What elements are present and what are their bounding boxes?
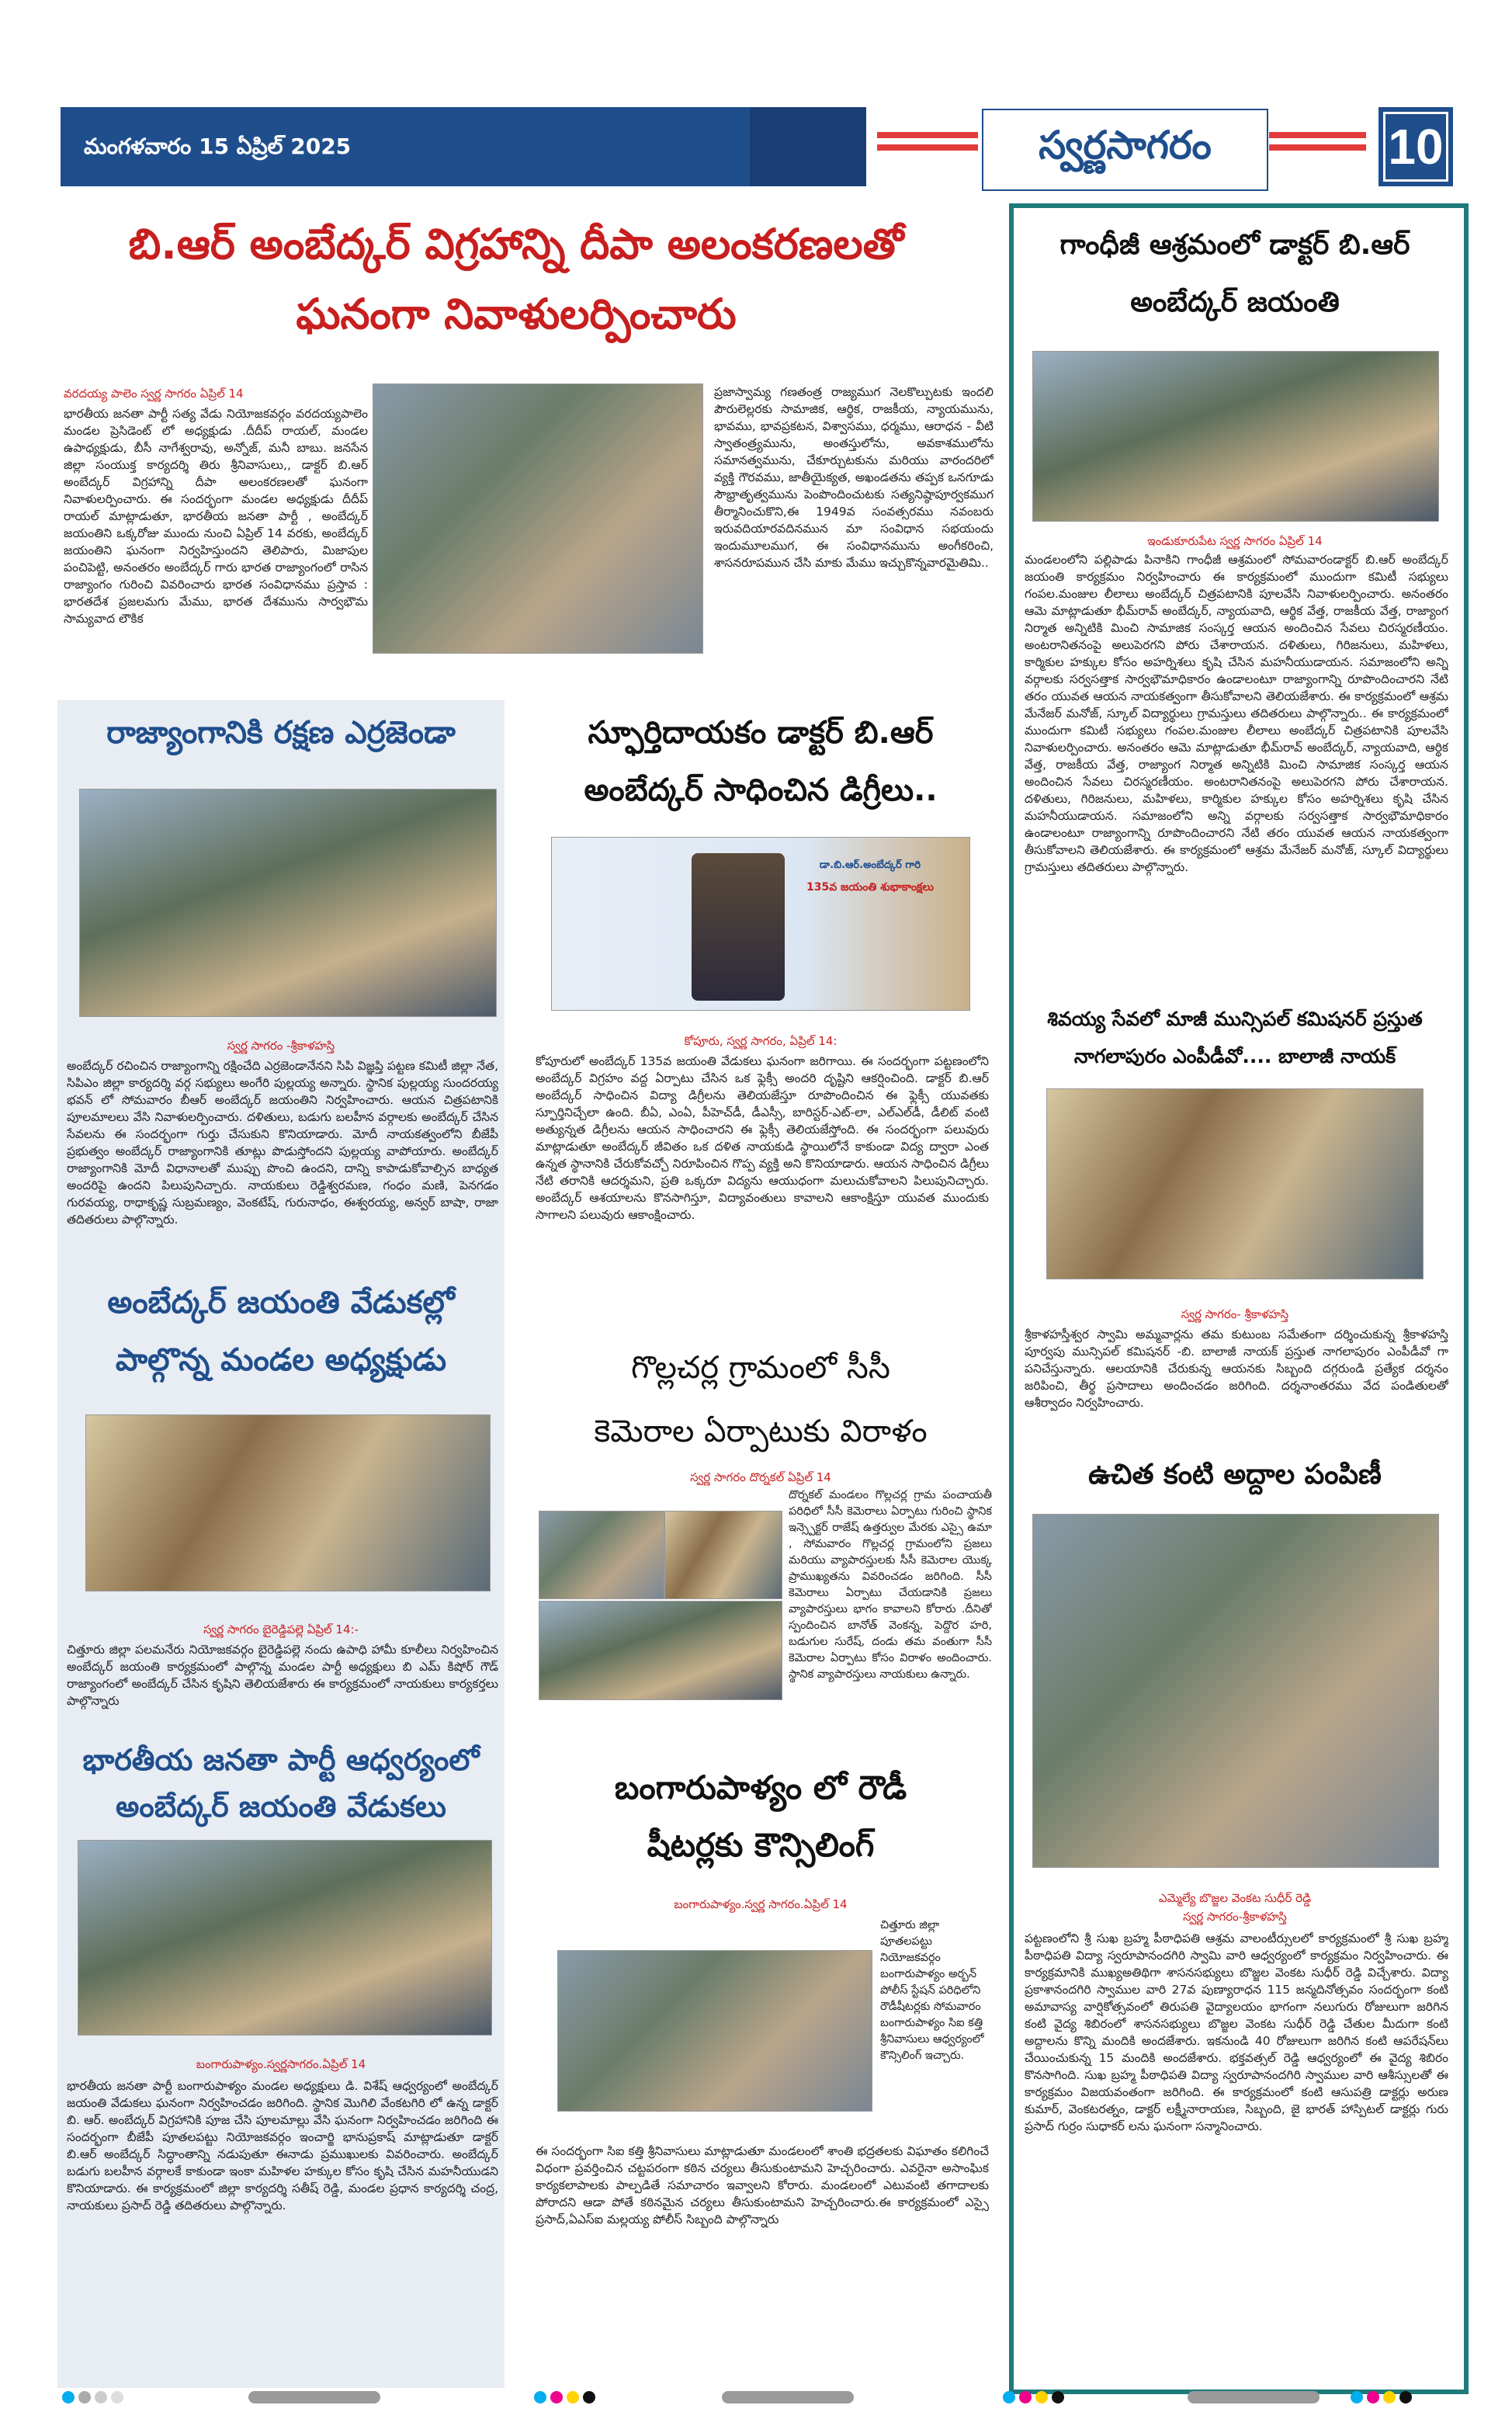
pallonna-headline-line2: పాల్గొన్న మండల అధ్యక్షుడు xyxy=(115,1342,447,1378)
header-rule-left xyxy=(877,132,978,163)
bjp-photo xyxy=(78,1840,492,2036)
footer-bar-left xyxy=(248,2391,380,2408)
degrees-dateline: కోపూరు, స్వర్ణ సాగరం, ఏప్రిల్ 14: xyxy=(684,1034,837,1048)
date-bar xyxy=(61,107,866,186)
degrees-banner-photo xyxy=(551,837,970,1011)
degrees-banner-title: డా.బి.ఆర్.అంబేద్కర్ గారి xyxy=(819,859,921,871)
shivayya-body: శ్రీకాళహస్తీశ్వర స్వామి అమ్మవార్లను తమ కుటుంబ సమేతంగా దర్శించుకున్న శ్రీకాళహస్తి పూర్వపు మున్సిపల్ కమిషనర్ -బి. బాలాజీ నాయక్ ప్రస్తుత నాగలాపురం ఎంపీడీవో గా పనిచేస్తున్నారు. ఆలయానికి చేరుకున్న ఆయనకు సిబ్బంది దగ్గరుండి ప్రత్యేక దర్శనం జరిపించి, తీర్థ ప్రసాదాలు అందించడం జరిగింది. దర్శనాంతరము వేద పండితులతో ఆశీర్వాదం నిర్వహించారు. xyxy=(1025,1328,1448,1410)
shivayya-headline-line1: శివయ్య సేవలో మాజీ మున్సిపల్ కమిషనర్ ప్రస్తుత xyxy=(1047,1008,1423,1030)
rowdy-headline-line1: బంగారుపాళ్యం లో రౌడీ xyxy=(614,1768,907,1806)
date-bar-stripe xyxy=(750,107,866,186)
bjp-body: భారతీయ జనతా పార్టీ బంగారుపాళ్యం మండల అధ్యక్షులు డి. విశేష్ ఆధ్వర్యంలో అంబేద్కర్ జయంతి వేడుకలు ఘనంగా నిర్వహించడం జరిగింది. స్థానిక మొగిలి వేంకటగిరి లో ఉన్న డాక్టర్ బి. ఆర్. అంబేద్కర్ విగ్రహానికి పూజ చేసి పూలమాల్లు వేసి ఘనంగా నిర్వహించడం జరిగింది ఈ సందర్భంగా బీజేపీ పూతలపట్టు నియోజకవర్గం ఇంచార్జి భానుప్రకాష్ మాట్లాడుతూ డాక్టర్ బి.ఆర్ అంబేద్కర్ సిద్ధాంతాన్ని నడుపుతూ ఈనాడు ప్రముఖులకు వివరించారు. అంబేద్కర్ బడుగు బలహీన వర్గాలకే కాకుండా ఇంకా మహిళల హక్కుల కోసం కృషి చేసిన మహనీయుడని కొనియాడారు. ఈ కార్యక్రమంలో జిల్లా కార్యదర్శి సతీష్ రెడ్డి, మండల ప్రధాన కార్యదర్శి చంద్ర, నాయకులు ప్రసాద్ రెడ్డి తదితరులు పాల్గొన్నారు. xyxy=(67,2079,498,2213)
lead-headline-line1: బి.ఆర్ అంబేద్కర్ విగ్రహాన్ని దీపా అలంకరణలతో xyxy=(128,220,904,269)
rowdy-side-text: చిత్తూరు జిల్లా పూతలపట్టు నియోజకవర్గం బంగారుపాళ్యం అర్బన్ పోలీస్ స్టేషన్ పరిధిలోని రౌడీషీటర్లకు సోమవారం బంగారుపాళ్యం సిఐ కత్తి శ్రీనివాసులు ఆధ్వర్యంలో కౌన్సిలింగ్ ఇచ్చారు. xyxy=(880,1919,984,2062)
bjp-headline-line1: భారతీయ జనతా పార్టీ ఆధ్వర్యంలో xyxy=(82,1743,480,1777)
rowdy-body: ఈ సందర్భంగా సిఐ కత్తి శ్రీనివాసులు మాట్లాడుతూ మండలంలో శాంతి భద్రతలకు విఘాతం కలిగించే విధంగా ప్రవర్తించిన చట్టపరంగా కఠిన చర్యలు తీసుకుంటామని హెచ్చరించారు. ఎవరైనా అసాంఘిక కార్యకలాపాలకు పాల్పడితే సమాచారం ఇవ్వాలని కోరారు. మండలంలో ఎటువంటి తగాదాలకు పోరాదని ఆడా పోతే కఠినమైన చర్యలు తీసుకుంటామని హెచ్చరించారు.ఈ కార్యక్రమంలో ఎస్సై ప్రసాద్,ఏఎస్ఐ మల్లయ్య పోలీస్ సిబ్బంది పాల్గొన్నారు xyxy=(536,2144,989,2226)
lead-column-2: ప్రజాస్వామ్య గణతంత్ర రాజ్యముగ నెలకొల్పుటకు ఇందలి పౌరులెల్లరకు సామాజిక, ఆర్థిక, రాజకీయ, న్యాయమును, భావము, భావప్రకటన, విశ్వాసము, ధర్మము, ఆరాధన - వీటి స్వాతంత్ర్యమును, అంతస్తులోను, అవకాశములోను సమానత్వమును, చేకూర్చుటకును మరియు వారందరిలో వ్యక్తి గౌరవము, జాతీయైక్యత, అఖండతను తప్పక ఒనగూడు సౌభ్రాతృత్వమును పెంపొందించుటకు సత్యనిష్ఠాపూర్వకముగ తీర్మానించుకొని,ఈ 1949వ సంవత్సరము నవంబరు ఇరువదియారవదినమున మా సంవిధాన సభయందు ఇందుమూలముగ, ఈ సంవిధానమును అంగీకరించి, శాసనరూపమున చేసి మాకు మేము ఇచ్చుకొన్నవారమైతిమి.. xyxy=(714,385,994,570)
shivayya-photo xyxy=(1046,1088,1424,1279)
cctv-dateline: స్వర్ణ సాగరం దొర్నకల్ ఏప్రిల్ 14 xyxy=(690,1470,831,1484)
footer-color-marks-left xyxy=(62,2391,127,2408)
footer-color-marks-end xyxy=(1351,2391,1416,2408)
cctv-headline-line2: కెమెరాల ఏర్పాటుకు విరాళం xyxy=(594,1414,928,1449)
cctv-photo-3 xyxy=(539,1601,782,1700)
glasses-caption-line1: ఎమ్మెల్యే బొజ్జల వెంకట సుధీర్ రెడ్డి xyxy=(1158,1891,1312,1905)
rowdy-dateline: బంగారుపాళ్యం.స్వర్ణ సాగరం.ఏప్రిల్ 14 xyxy=(674,1897,848,1911)
pallonna-dateline: స్వర్ణ సాగరం బైరెడ్డిపల్లె ఏప్రిల్ 14:- xyxy=(203,1623,359,1636)
pallonna-headline-line1: అంబేద్కర్ జయంతి వేడుకల్లో xyxy=(107,1285,455,1321)
footer-bar-right xyxy=(1188,2391,1320,2408)
masthead-title: స్వర్ణసాగరం xyxy=(1039,123,1212,168)
lead-column-1: భారతీయ జనతా పార్టీ సత్య వేడు నియోజకవర్గం వరదయ్యపాలెం మండల ప్రెసిడెంట్ లో అధ్యక్షుడు .దీదీప్ రాయల్, మండల ఉపాధ్యక్షుడు, బీసీ నాగేశ్వరావు, అన్నోజ్, మనీ బాబు. జనసేన జిల్లా సంయుక్త కార్యదర్శి తిరు శ్రీనివాసులు,, డాక్టర్ బి.ఆర్ అంబేద్కర్ విగ్రహాన్ని దీపా అలంకరణలతో ఘనంగా నివాళులర్పించారు. ఈ సందర్భంగా మండల అధ్యక్షుడు దీదీప్ రాయల్ మాట్లాడుతూ, భారతీయ జనతా పార్టీ , అంబేద్కర్ జయంతిని ఒక్కరోజు ముందు నుంచి ఏప్రిల్ 14 వరకు, అంబేద్కర్ జయంతిని ఘనంగా నిర్వహిస్తుందని తెలిపారు, మిజాపుల పంచిపెట్టి, అనంతరం అంబేద్కర్ గారు భారత రాజ్యాంగంలో రాసిన రాజ్యాంగం గురించి వివరించారు భారత సంవిధానము ప్రస్తావ : భారతదేశ ప్రజలమగు మేము, భారత దేశమును సార్వభౌమ సామ్యవాద లౌకిక xyxy=(64,407,368,626)
cctv-headline-line1: గొల్లచర్ల గ్రామంలో సీసీ xyxy=(631,1350,890,1386)
gandhi-headline-line1: గాంధీజీ ఆశ్రమంలో డాక్టర్ బి.ఆర్ xyxy=(1059,229,1410,261)
cctv-photo-2 xyxy=(664,1511,782,1599)
rajyangam-photo xyxy=(79,789,497,1017)
header-rule-right xyxy=(1269,132,1366,163)
footer-color-marks-right xyxy=(1003,2391,1068,2408)
shivayya-dateline: స్వర్ణ సాగరం- శ్రీకాళహస్తి xyxy=(1181,1307,1289,1321)
degrees-banner-portrait xyxy=(692,853,785,1001)
gandhi-dateline: ఇండుకూరుపేట స్వర్ణ సాగరం ఏప్రిల్ 14 xyxy=(1147,534,1323,548)
lead-headline-line2: ఘనంగా నివాళులర్పించారు xyxy=(296,290,737,338)
glasses-photo xyxy=(1032,1514,1439,1868)
bjp-headline-line2: అంబేద్కర్ జయంతి వేడుకలు xyxy=(116,1789,446,1824)
page-number: 10 xyxy=(1388,119,1444,175)
degrees-body: కోపూరులో అంబేద్కర్ 135వ జయంతి వేడుకలు ఘనంగా జరిగాయి. ఈ సందర్భంగా పట్టణంలోని అంబేద్కర్ విగ్రహం వద్ద ఏర్పాటు చేసిన ఒక ఫ్లెక్సీ అందరి దృష్టిని ఆకర్షించింది. డాక్టర్ బి.ఆర్ అంబేద్కర్ సాధించిన విద్యా డిగ్రీలను తెలియజేస్తూ రూపొందించిన ఈ ఫ్లెక్సీ యువతకు స్ఫూర్తినిచ్చేలా ఉంది. బీఏ, ఎంఏ, పీహెచ్‌డీ, డీఎస్సీ, బారిస్టర్-ఎట్-లా, ఎల్ఎల్‌డీ, డీలిట్ వంటి అత్యున్నత డిగ్రీలను ఆయన సాధించారని ఈ ఫ్లెక్సీ తెలియజేస్తోంది. ఈ సందర్భంగా పలువురు మాట్లాడుతూ అంబేద్కర్ జీవితం ఒక దళిత నాయకుడి స్థాయిలోనే కాకుండా విద్య ద్వారా ఎంత ఉన్నత స్థానానికి చేరుకోవచ్చో నిరూపించిన గొప్ప వ్యక్తి అని కొనియాడారు. ఆయన సాధించిన డిగ్రీలు నేటి తరానికి ఆదర్శమని, ప్రతి ఒక్కరూ విద్యను ఆయుధంగా మలుచుకోవాలని పిలుపునిచ్చారు. అంబేద్కర్ ఆశయాలను కొనసాగిస్తూ, విద్యావంతులు కావాలని ఆకాంక్షిస్తూ యువత ముందుకు సాగాలని పలువురు ఆకాంక్షించారు. xyxy=(536,1054,989,1222)
rowdy-headline-line2: షీటర్లకు కౌన్సిలింగ్ xyxy=(647,1826,875,1864)
rajyangam-body: అంబేద్కర్ రచించిన రాజ్యాంగాన్ని రక్షించేది ఎర్రజెండానేనని సిపి విజ్ఞప్తి పట్టణ కమిటీ జిల్లా నేత, సిపిఎం జిల్లా కార్యదర్శి వర్గ సభ్యులు అంగేరి పుల్లయ్య అన్నారు. స్థానిక పుల్లయ్య సుందరయ్య భవన్ లో సోమవారం బీఆర్ అంబేద్కర్ జయంతిని నిర్వహించారు. ఆయన చిత్రపటానికి పూలమాలలు వేసి నివాళులర్పించారు. దళితులు, బడుగు బలహీన వర్గాలకు అంబేద్కర్ చేసిన సేవలను ఈ సందర్భంగా గుర్తు చేసుకుని కొనియాడారు. మోదీ నాయకత్వంలోని బీజేపీ ప్రభుత్వం అంబేద్కర్ రాజ్యాంగానికి తూట్లు పొడుస్తోందని పుల్లయ్య వాపోయారు. అంబేద్కర్ రాజ్యాంగానికి మోదీ విధానాలతో ముప్పు పొంచి ఉందని, దాన్ని కాపాడుకోవాల్సిన బాధ్యత అందరిపై ఉందని పిలుపునిచ్చారు. నాయకులు రెడ్డిశ్వరమణ, గంధం మణి, పెనగడం గురవయ్య, రాధాకృష్ణ సుబ్రమణ్యం, వెంకటేష్, గురునాధం, ఈశ్వరయ్య, అన్వర్ బాషా, రాజా తదితరులు పాల్గొన్నారు. xyxy=(67,1059,498,1227)
rajyangam-dateline: స్వర్ణ సాగరం -శ్రీకాళహస్తి xyxy=(227,1039,335,1053)
issue-date: మంగళవారం 15 ఏప్రిల్ 2025 xyxy=(84,134,352,159)
shivayya-headline-line2: నాగలాపురం ఎంపీడీవో.... బాలాజీ నాయక్ xyxy=(1073,1045,1396,1067)
gandhi-headline-line2: అంబేద్కర్ జయంతి xyxy=(1130,286,1340,318)
gandhi-photo xyxy=(1032,351,1439,522)
gandhi-body: మండలంలోని పల్లిపాడు పినాకిని గాంధీజీ ఆశ్రమంలో సోమవారండాక్టర్ బి.ఆర్ అంబేద్కర్ జయంతి కార్యక్రమం నిర్వహించారు ఈ కార్యక్రమంలో ముందుగా కమిటీ సభ్యులు గంపల.మంజుల లీలాలు అంబేద్కర్ చిత్రపటానికి పూలవేసి నివాళులర్పించారు. అనంతరం ఆమె మాట్లాడుతూ భీమ్‌రావ్ అంబేద్కర్, న్యాయవాది, ఆర్థిక వేత్త, రాజకీయ వేత్త, రాజ్యాంగ నిర్మాత అన్నిటికి మించి సామాజిక సంస్కర్త ఆయన అందించిన సేవలు చిరస్మరణీయం. అంటరానితనంపై అలుపెరగని పోరు చేశారాయన. దళితులు, గిరిజనులు, మహిళలు, కార్మికుల హక్కుల కోసం అహర్నిశలు కృషి చేసిన మహనీయుడాయన. సమాజంలోని అన్ని వర్గాలకు సర్వసత్తాక సార్వభౌమాధికారం ఉండాలంటూ రాజ్యాంగాన్ని రూపొందించారని నేటి తరం యువత ఆయన నాయకత్వంగా తీసుకోవాలని తెలియజేశారు. ఈ కార్యక్రమంలో ఆశ్రమ మేనేజర్ మనోజ్, స్కూల్ విద్యార్థులు గ్రామస్తులు తదితరులు పాల్గొన్నారు.. ఈ కార్యక్రమంలో ముందుగా కమిటీ సభ్యులు గంపల.మంజుల లీలాలు అంబేద్కర్ చిత్రపటానికి పూలవేసి నివాళులర్పించారు. అనంతరం ఆమె మాట్లాడుతూ భీమ్‌రావ్ అంబేద్కర్, న్యాయవాది, ఆర్థిక వేత్త, రాజకీయ వేత్త, రాజ్యాంగ నిర్మాత అన్నిటికి మించి సామాజిక సంస్కర్త ఆయన అందించిన సేవలు చిరస్మరణీయం. అంటరానితనంపై అలుపెరగని పోరు చేశారాయన. దళితులు, గిరిజనులు, మహిళలు, కార్మికుల హక్కుల కోసం అహర్నిశలు కృషి చేసిన మహనీయుడాయన. సమాజంలోని అన్ని వర్గాలకు సర్వసత్తాక సార్వభౌమాధికారం ఉండాలంటూ రాజ్యాంగాన్ని రూపొందించారని నేటి తరం యువత ఆయన నాయకత్వంగా తీసుకోవాలని తెలియజేశారు. ఈ కార్యక్రమంలో ఆశ్రమ మేనేజర్ మనోజ్, స్కూల్ విద్యార్థులు గ్రామస్తులు తదితరులు పాల్గొన్నారు. xyxy=(1025,553,1448,874)
glasses-caption-line2: స్వర్ణ సాగరం-శ్రీకాళహస్తి xyxy=(1183,1910,1287,1924)
glasses-body: పట్టణంలోని శ్రీ సుఖ బ్రహ్మ పీఠాధిపతి ఆశ్రమ వాలంటీర్సులలో కార్యక్రమంలో శ్రీ సుఖ బ్రహ్మ పీఠాధిపతి విద్యా స్వరూపానందగిరి స్వామి వారి ఆధ్వర్యంలో కార్యక్రమం నిర్వహించారు. ఈ కార్యక్రమానికి ముఖ్యఅతిథిగా శాసనసభ్యులు బొజ్జల వెంకట సుధీర్ రెడ్డి విచ్చేశారు. విద్యా ప్రకాశానందగిరి స్వాముల వారి 27వ పుణ్యారాధన 115 జన్మదినోత్సవం సందర్భంగా కంటి అమావాస్య వార్షికోత్సవంలో తిరుపతి వైద్యాలయం భాగంగా నలుగురు రోజులుగా జరిగిన కంటి వైద్య శిబిరంలో శాసనసభ్యులు బొజ్జల వెంకట సుధీర్ రెడ్డి చేతుల మీదుగా కంటి అద్దాలను కొన్ని మందికి అందజేశారు. ఇకనుండి 40 రోజులుగా జరిగిన కంటి ఆపరేషన్‌లు చేయించుకున్న 15 మందికి అందజేశారు. భక్తవత్సల్ రెడ్డి ఆధ్వర్యంలో ఈ వైద్య శిబిరం కొనసాగింది. సుఖ బ్రహ్మ పీఠాధిపతి విద్యా స్వరూపానందగిరి స్వాముల వారి ఆశీస్సులతో ఈ కార్యక్రమం విజయవంతంగా జరిగింది. ఈ కార్యక్రమంలో కంటి ఆసుపత్రి డాక్టర్లు అరుణ కుమార్, వెంకటరత్నం, డాక్టర్ లక్ష్మీనారాయణ, సిబ్బంది, జై భారత్ హాస్పిటల్ డాక్టర్లు గురు ప్రసాద్ గుర్రం సుధాకర్ లను ఘనంగా సన్మానించారు. xyxy=(1025,1931,1448,2133)
degrees-banner-subtitle: 135వ జయంతి శుభాకాంక్షలు xyxy=(806,881,935,894)
masthead-logo xyxy=(982,109,1268,191)
cctv-body: దొర్నకల్ మండలం గొల్లచర్ల గ్రామ పంచాయతీ పరిధిలో సీసీ కెమెరాలు ఏర్పాటు గురించి స్థానిక ఇన్స్పెక్టర్ రాజేష్ ఉత్తర్వుల మేరకు ఎస్సై ఉమా , సోమవారం గొల్లచర్ల గ్రామంలోని ప్రజలు మరియు వ్యాపారస్తులకు సీసీ కెమెరాల యొక్క ప్రాముఖ్యతను వివరించడం జరిగింది. సీసీ కెమెరాలు ఏర్పాటు చేయడానికి ప్రజలు వ్యాపారస్తులు భాగం కావాలని కోరారు .దీనితో స్పందించిన బానోత్ వెంకన్న, పెద్దొర హరి, బడుగుల సురేష్, దండు తమ వంతుగా సీసీ కెమెరాల ఏర్పాటు కోసం విరాళం అందించారు. స్థానిక వ్యాపారస్తులు నాయకులు ఉన్నారు. xyxy=(789,1489,992,1681)
footer-bar-mid xyxy=(722,2391,854,2408)
glasses-headline: ఉచిత కంటి అద్దాల పంపిణీ xyxy=(1088,1459,1382,1491)
footer-color-marks-mid xyxy=(534,2391,599,2408)
bjp-dateline: బంగారుపాళ్యం.స్వర్ణసాగరం.ఏప్రిల్ 14 xyxy=(196,2057,366,2071)
rajyangam-headline: రాజ్యాంగానికి రక్షణ ఎర్రజెండా xyxy=(106,715,456,751)
pallonna-photo xyxy=(85,1414,491,1591)
pallonna-body: చిత్తూరు జిల్లా పలమనేరు నియోజకవర్గం బైరెడ్డిపల్లె నందు ఉపాధి హామీ కూలీలు నిర్వహించిన అంబేద్కర్ జయంతి కార్యక్రమంలో పాల్గొన్న మండల పార్టీ అధ్యక్షులు బి ఎమ్ కిషోర్ గౌడ్ రాజ్యాంగంలో అంబేద్కర్ చేసిన కృషిని తెలియజేశారు ఈ కార్యక్రమంలో నాయకులు కార్యకర్తలు పాల్గొన్నారు xyxy=(67,1643,498,1708)
degrees-headline-line2: అంబేద్కర్ సాధించిన డిగ్రీలు.. xyxy=(584,772,938,808)
lead-dateline: వరదయ్య పాలెం స్వర్ణ సాగరం ఏప్రిల్ 14 xyxy=(64,387,244,401)
degrees-headline-line1: స్ఫూర్తిదాయకం డాక్టర్ బి.ఆర్ xyxy=(588,715,934,751)
cctv-photo-1 xyxy=(539,1511,664,1599)
lead-photo xyxy=(373,384,703,654)
page-number-box xyxy=(1378,107,1453,186)
rowdy-photo xyxy=(557,1950,872,2112)
